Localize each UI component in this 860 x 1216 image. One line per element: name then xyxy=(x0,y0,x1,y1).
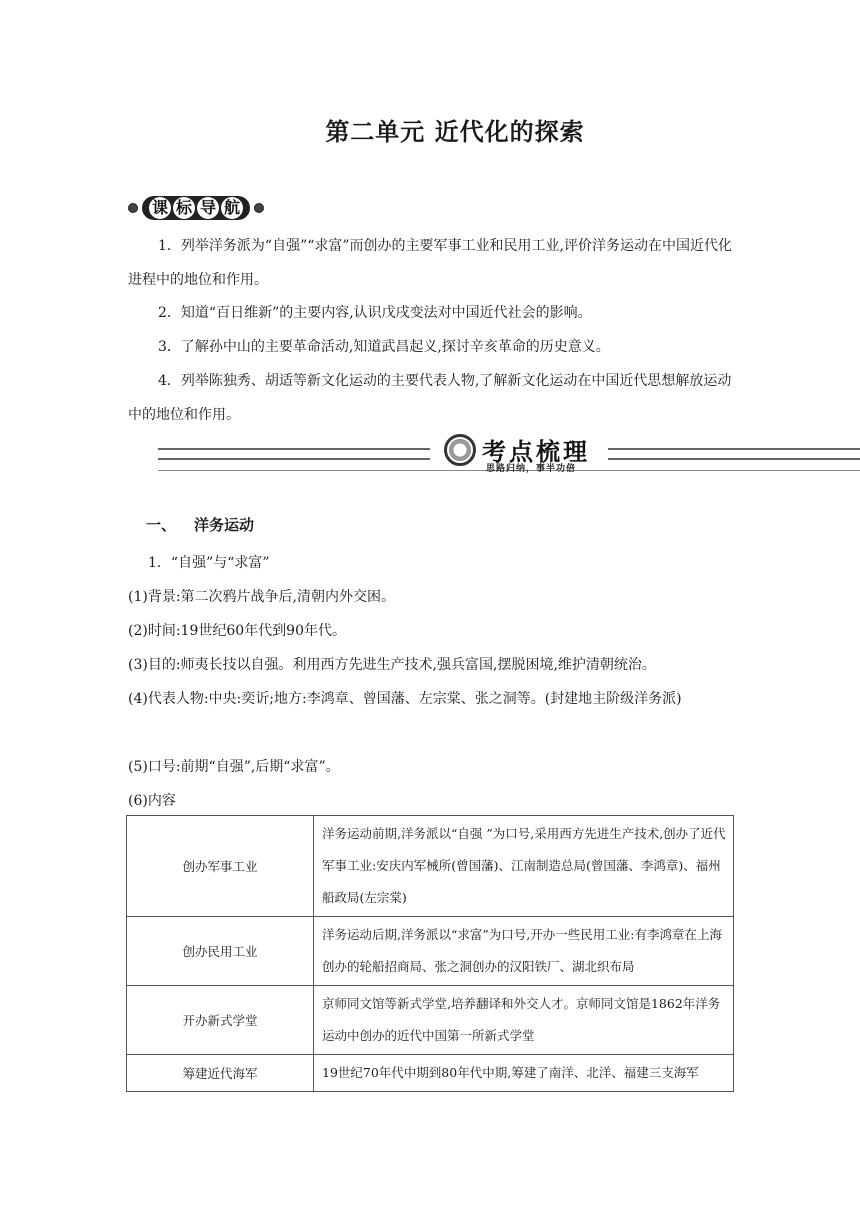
key-points-banner xyxy=(158,430,860,476)
badge-char: 航 xyxy=(221,197,243,219)
table-cell-desc: 京师同文馆等新式学堂,培养翻译和外交人才。京师同文馆是1862年洋务运动中创办的近代中国第一所新式学堂 xyxy=(314,986,734,1055)
objective-2: 2．知道“百日维新”的主要内容,认识戊戌变法对中国近代社会的影响。 xyxy=(158,305,592,321)
point-4: (3)目的:师夷长技以自强。利用西方先进生产技术,强兵富国,摆脱困境,维护清朝统治。 xyxy=(128,657,656,673)
table-row xyxy=(127,1055,734,1092)
badge-char: 标 xyxy=(173,197,195,219)
table-cell-item: 开办新式学堂 xyxy=(127,986,314,1055)
point-7: (6)内容 xyxy=(128,793,176,809)
point-3: (2)时间:19世纪60年代到90年代。 xyxy=(128,623,346,639)
section-number: 一、 xyxy=(146,516,177,534)
table-cell-desc: 19世纪70年代中期到80年代中期,筹建了南洋、北洋、福建三支海军 xyxy=(314,1055,734,1092)
table-row xyxy=(127,816,734,917)
table-row xyxy=(127,917,734,986)
banner-rule-right xyxy=(608,448,860,460)
curriculum-guide-badge xyxy=(128,195,264,221)
objective-3: 3．了解孙中山的主要革命活动,知道武昌起义,探讨辛亥革命的历史意义。 xyxy=(158,339,610,355)
table-cell-desc: 洋务运动前期,洋务派以“自强 ”为口号,采用西方先进生产技术,创办了近代军事工业:安庆内军械所(曾国藩)、江南制造总局(曾国藩、李鸿章)、福州船政局(左宗棠) xyxy=(314,816,734,917)
table-row xyxy=(127,986,734,1055)
page-title: 第二单元 近代化的探索 xyxy=(325,118,585,146)
objective-1: 1．列举洋务派为“自强”“求富”而创办的主要军事工业和民用工业,评价洋务运动在中国近代化进程中的地位和作用。 xyxy=(128,238,732,288)
banner-title: 考点梳理 xyxy=(482,438,590,466)
content-table xyxy=(126,815,734,1092)
point-2: (1)背景:第二次鸦片战争后,清朝内外交困。 xyxy=(128,589,395,605)
badge-pill xyxy=(142,196,250,220)
banner-rule-left xyxy=(158,448,430,460)
point-6: (5)口号:前期“自强”,后期“求富”。 xyxy=(128,759,340,775)
banner-subtitle: 思路归纳，事半功倍 xyxy=(486,464,577,474)
table-cell-item: 创办军事工业 xyxy=(127,816,314,917)
badge-char: 课 xyxy=(149,197,171,219)
bullet-dot-icon xyxy=(254,203,264,213)
section-heading xyxy=(146,514,254,535)
table-cell-item: 筹建近代海军 xyxy=(127,1055,314,1092)
point-1: 1．“自强”与“求富” xyxy=(148,555,270,571)
objective-4: 4．列举陈独秀、胡适等新文化运动的主要代表人物,了解新文化运动在中国近代思想解放运动中的地位和作用。 xyxy=(128,373,732,423)
point-5: (4)代表人物:中央:奕䜣;地方:李鸿章、曾国藩、左宗棠、张之洞等。(封建地主阶级洋务派) xyxy=(128,691,682,707)
table-cell-item: 创办民用工业 xyxy=(127,917,314,986)
table-cell-desc: 洋务运动后期,洋务派以“求富”为口号,开办一些民用工业:有李鸿章在上海创办的轮船招商局、张之洞创办的汉阳铁厂、湖北织布局 xyxy=(314,917,734,986)
section-title: 洋务运动 xyxy=(194,516,255,534)
bullet-dot-icon xyxy=(128,203,138,213)
badge-char: 导 xyxy=(197,197,219,219)
compass-icon xyxy=(444,434,476,466)
